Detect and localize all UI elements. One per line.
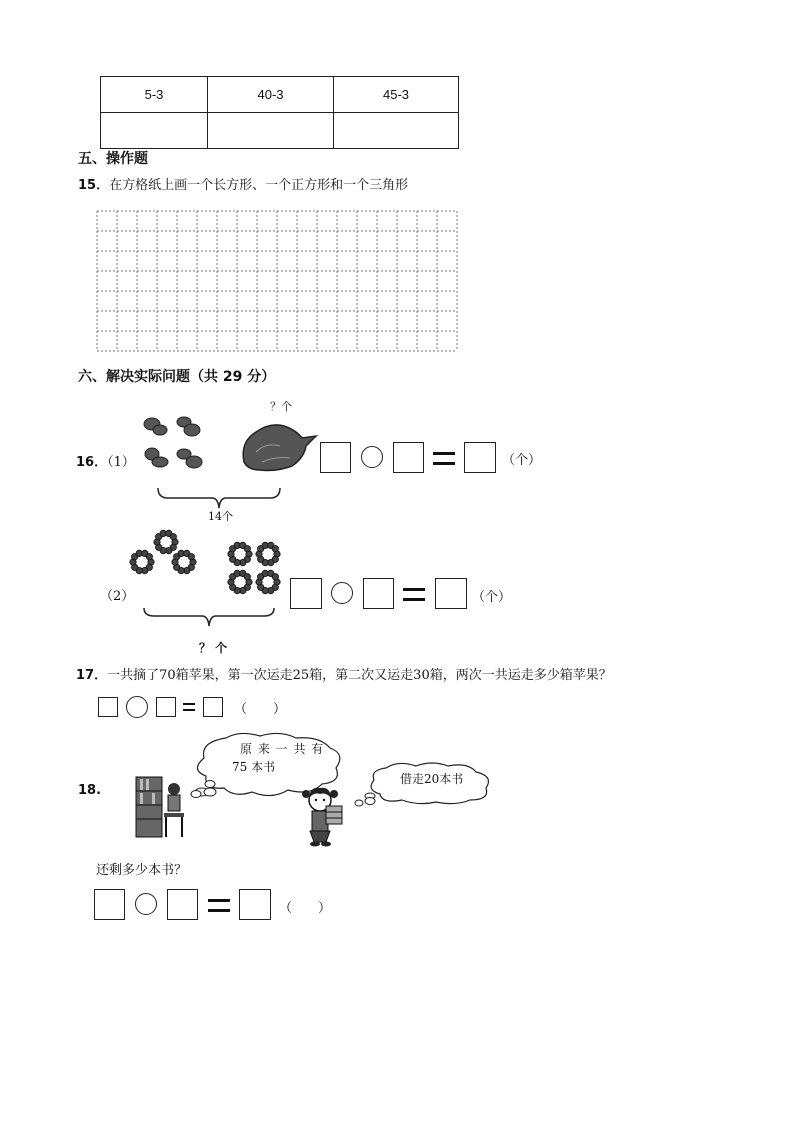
bubble-text: 借走20本书: [400, 772, 464, 786]
question-text: 还剩多少本书？: [96, 863, 188, 878]
question-text: 在方格纸上画一个长方形、一个正方形和一个三角形: [109, 178, 409, 193]
thought-dots: [190, 786, 218, 800]
answer-box[interactable]: [239, 889, 271, 920]
bubble-text: 原 来 一 共 有: [240, 742, 325, 756]
answer-box[interactable]: [167, 889, 198, 920]
table-row: [101, 113, 459, 149]
question-16: [76, 451, 135, 470]
answer-box[interactable]: [156, 697, 176, 717]
girl-with-books-illustration: [296, 784, 358, 848]
answer-box[interactable]: [94, 889, 125, 920]
question-17: [76, 664, 612, 683]
answer-box[interactable]: [464, 442, 496, 473]
equals-sign: [403, 588, 425, 601]
question-number: 15．: [78, 178, 110, 193]
bookshelf-child-illustration: [134, 775, 192, 841]
bag-illustration: [236, 412, 320, 474]
answer-box[interactable]: [290, 578, 322, 609]
grid-paper[interactable]: [96, 210, 462, 353]
brace: [142, 606, 276, 628]
thought-dots: [354, 796, 376, 808]
operator-circle[interactable]: [331, 582, 353, 604]
answer-box[interactable]: [393, 442, 424, 473]
question-number: 16．: [76, 455, 108, 470]
equals-sign: [433, 452, 455, 465]
table-cell: 45-3: [334, 77, 459, 113]
table-cell: 40-3: [208, 77, 334, 113]
equals-sign: [208, 899, 230, 912]
operator-circle[interactable]: [126, 696, 148, 718]
section-title: 五、操作题: [78, 151, 148, 167]
answer-box[interactable]: [435, 578, 467, 609]
answer-cell[interactable]: [101, 113, 208, 149]
question-text: 一共摘了70箱苹果，第一次运走25箱，第二次又运走30箱，两次一共运走多少箱苹果？: [107, 668, 612, 683]
unit-label: （个）: [472, 590, 512, 605]
table-row: [101, 77, 459, 113]
question-18-number: 18.: [78, 783, 102, 798]
table-cell: 5-3: [101, 77, 208, 113]
unit-label: （ ）: [234, 702, 287, 717]
answer-cell[interactable]: [208, 113, 334, 149]
question-number: 17．: [76, 668, 108, 683]
bubble-text: 75 本书: [232, 760, 276, 774]
answer-box[interactable]: [363, 578, 394, 609]
question-15: [78, 174, 408, 193]
total-label: 14个: [208, 510, 233, 523]
operator-circle[interactable]: [135, 893, 157, 915]
answer-box[interactable]: [203, 697, 223, 717]
peanuts-illustration: [138, 410, 218, 472]
unit-label: （ ）: [279, 901, 332, 916]
section-title: 六、解决实际问题（共 29 分）: [78, 369, 276, 385]
question-mark-label: ？ 个: [199, 641, 228, 655]
answer-cell[interactable]: [334, 113, 459, 149]
part-label: （1）: [107, 455, 135, 470]
part-label: （2）: [100, 589, 135, 604]
answer-box[interactable]: [320, 442, 351, 473]
operator-circle[interactable]: [361, 446, 383, 468]
flowers-illustration: [128, 528, 290, 604]
answer-box[interactable]: [98, 697, 118, 717]
calc-table: [100, 76, 459, 149]
unit-label: （个）: [502, 453, 542, 468]
equals-sign: [181, 697, 197, 715]
question-mark-label: ？个: [270, 400, 292, 413]
